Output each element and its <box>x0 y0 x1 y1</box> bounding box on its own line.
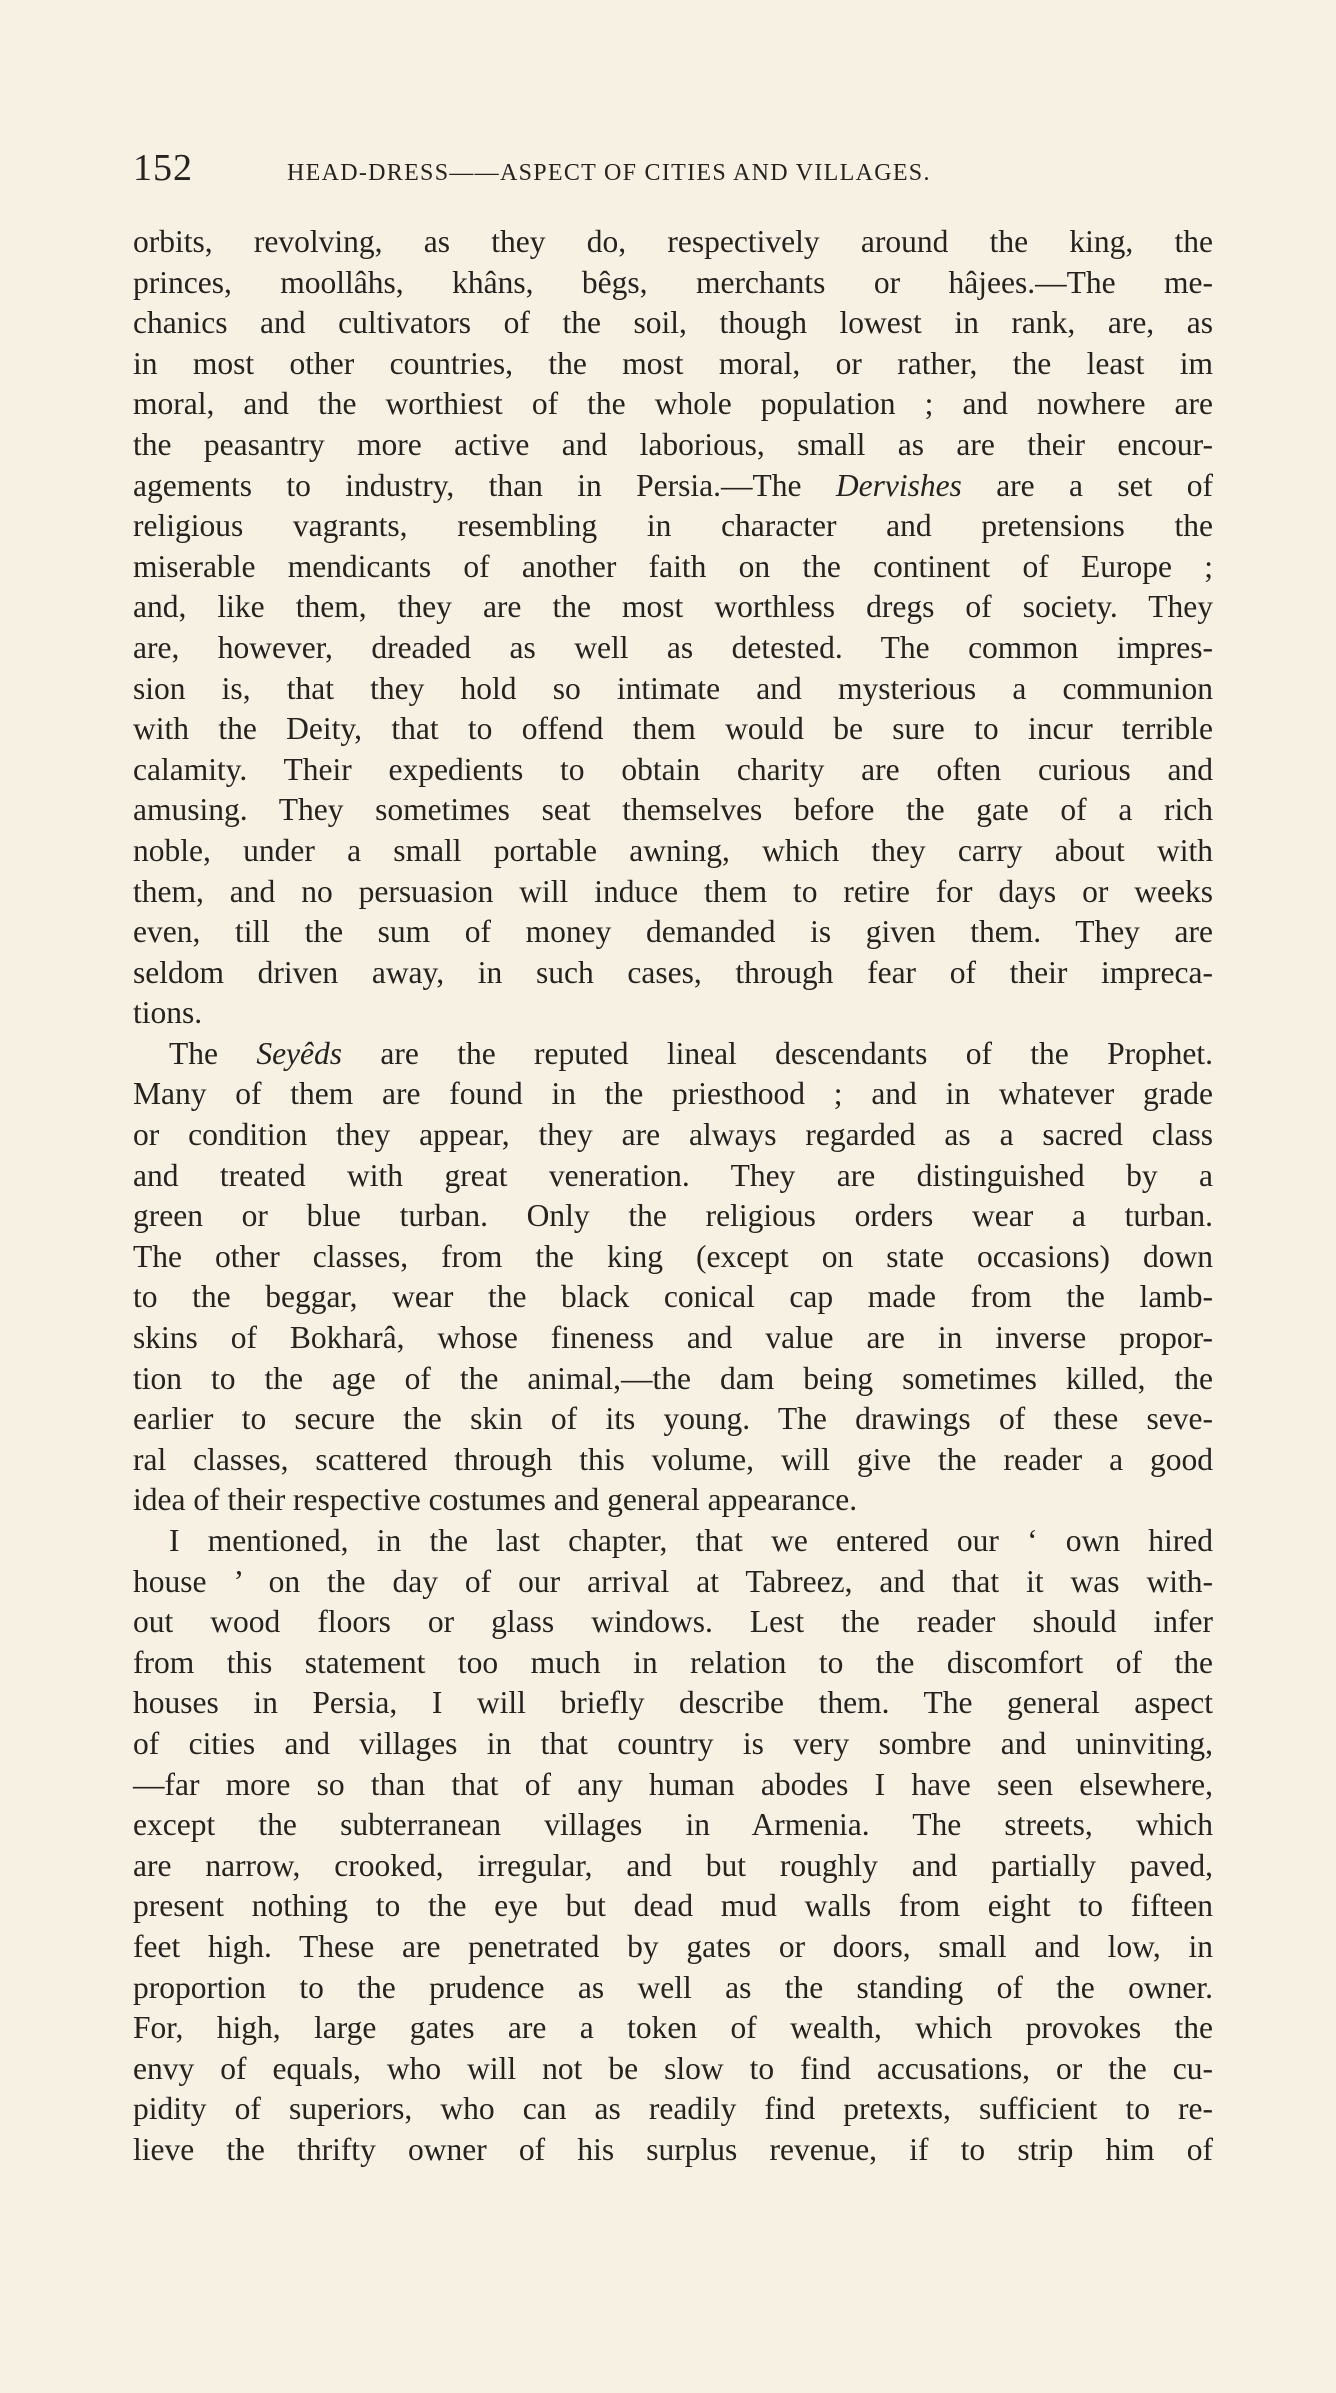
text-line: of cities and villages in that country is very sombre and uninviting, <box>133 1725 1213 1761</box>
page-header <box>133 142 1213 202</box>
text-line: them, and no persuasion will induce them to retire for days or weeks <box>133 873 1213 909</box>
text-line: The other classes, from the king (except on state occasions) down <box>133 1238 1213 1274</box>
text-line: from this statement too much in relation to the discomfort of the <box>133 1644 1213 1680</box>
text-line: houses in Persia, I will briefly describe them. The general aspect <box>133 1685 1213 1721</box>
text-line: green or blue turban. Only the religious orders wear a turban. <box>133 1198 1213 1234</box>
italic-term-seyeds: Seyêds <box>256 1035 343 1071</box>
text-line: noble, under a small portable awning, which they carry about with <box>133 832 1213 868</box>
text-line: princes, moollâhs, khâns, bêgs, merchants or hâjees.—The me- <box>133 264 1213 300</box>
text-line: pidity of superiors, who can as readily find pretexts, sufficient to re- <box>133 2091 1213 2127</box>
text-line: to the beggar, wear the black conical cap made from the lamb- <box>133 1279 1213 1315</box>
text-line: sion is, that they hold so intimate and mysterious a communion <box>133 670 1213 706</box>
text-segment: The <box>169 1035 257 1071</box>
text-line: with the Deity, that to offend them would be sure to incur terrible <box>133 711 1213 747</box>
text-segment: are the reputed lineal descendants of the Prophet. <box>342 1035 1213 1071</box>
text-line: tions. <box>133 995 203 1031</box>
text-segment: are a set of <box>961 467 1213 503</box>
text-line: even, till the sum of money demanded is given them. They are <box>133 914 1213 950</box>
body-text <box>133 222 1213 2171</box>
text-line: present nothing to the eye but dead mud walls from eight to fifteen <box>133 1888 1213 1924</box>
text-line: skins of Bokharâ, whose fineness and value are in inverse propor- <box>133 1320 1213 1356</box>
text-line: calamity. Their expedients to obtain charity are often curious and <box>133 751 1213 787</box>
text-line: earlier to secure the skin of its young. The drawings of these seve- <box>133 1401 1213 1437</box>
text-line: tion to the age of the animal,—the dam being sometimes killed, the <box>133 1360 1213 1396</box>
text-line: moral, and the worthiest of the whole population ; and nowhere are <box>133 386 1213 422</box>
italic-term-dervishes: Dervishes <box>835 467 962 503</box>
text-line: religious vagrants, resembling in character and pretensions the <box>133 508 1213 544</box>
text-line: house ’ on the day of our arrival at Tabreez, and that it was with- <box>133 1563 1213 1599</box>
text-line: the peasantry more active and laborious, small as are their encour- <box>133 426 1213 462</box>
text-line: in most other countries, the most moral, or rather, the least im <box>133 345 1213 381</box>
text-line <box>133 466 1213 507</box>
text-line: or condition they appear, they are always regarded as a sacred class <box>133 1117 1213 1153</box>
text-line <box>133 1034 1213 1075</box>
text-line: out wood floors or glass windows. Lest the reader should infer <box>133 1604 1213 1640</box>
text-line: except the subterranean villages in Armenia. The streets, which <box>133 1807 1213 1843</box>
text-line: are narrow, crooked, irregular, and but roughly and partially paved, <box>133 1847 1213 1883</box>
text-line: orbits, revolving, as they do, respectively around the king, the <box>133 224 1213 259</box>
text-line: proportion to the prudence as well as the standing of the owner. <box>133 1969 1213 2005</box>
text-segment: agements to industry, than in Persia.—The <box>133 467 836 503</box>
text-line: I mentioned, in the last chapter, that we entered our ‘ own hired <box>169 1523 1213 1558</box>
text-line: Many of them are found in the priesthood ; and in whatever grade <box>133 1076 1213 1112</box>
text-line: lieve the thrifty owner of his surplus revenue, if to strip him of <box>133 2131 1213 2167</box>
text-line: feet high. These are penetrated by gates or doors, small and low, in <box>133 1928 1213 1964</box>
page-number: 152 <box>133 147 193 189</box>
text-line: are, however, dreaded as well as detested. The common impres- <box>133 629 1213 665</box>
text-line: and, like them, they are the most worthless dregs of society. They <box>133 589 1213 625</box>
text-line: envy of equals, who will not be slow to find accusations, or the cu- <box>133 2050 1213 2086</box>
running-head: HEAD-DRESS——ASPECT OF CITIES AND VILLAGES. <box>287 160 931 186</box>
text-line: chanics and cultivators of the soil, though lowest in rank, are, as <box>133 305 1213 341</box>
text-line: seldom driven away, in such cases, through fear of their impreca- <box>133 954 1213 990</box>
text-line: amusing. They sometimes seat themselves before the gate of a rich <box>133 792 1213 828</box>
text-line: miserable mendicants of another faith on the continent of Europe ; <box>133 548 1213 584</box>
text-line: idea of their respective costumes and general appearance. <box>133 1482 858 1518</box>
text-line: ral classes, scattered through this volume, will give the reader a good <box>133 1441 1213 1477</box>
text-line: For, high, large gates are a token of wealth, which provokes the <box>133 2010 1213 2046</box>
text-line: —far more so than that of any human abodes I have seen elsewhere, <box>133 1766 1213 1802</box>
text-line: and treated with great veneration. They are distinguished by a <box>133 1157 1213 1193</box>
